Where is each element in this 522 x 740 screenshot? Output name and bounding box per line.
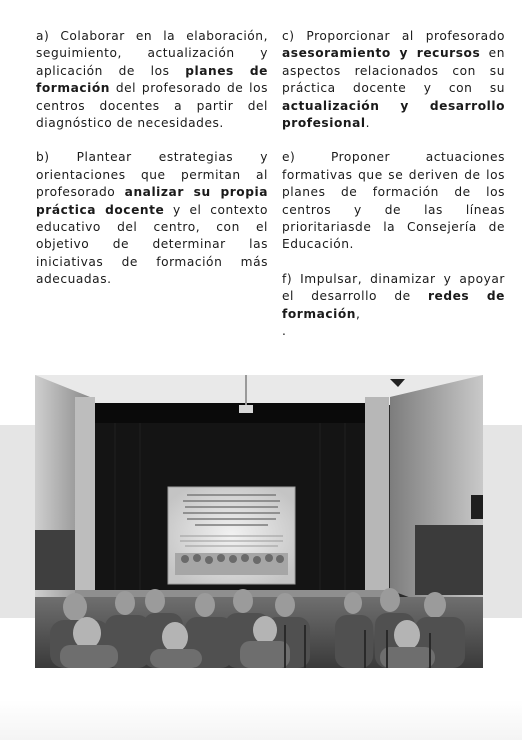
paragraph-b	[36, 149, 268, 288]
paragraph-e-text: e) Proponer actuaciones formativas que se deriven de los planes de formación de los centros y de las líneas prioritariasde la Consejería de Educación.	[282, 150, 505, 252]
paragraph-a-text-2: del profesorado de los centros docentes a partir del diagnóstico de necesidades.	[36, 81, 268, 131]
paragraph-f	[282, 271, 505, 341]
paragraph-a-text: a) Colaborar en la elaboración, seguimiento, actualización y aplicación de los	[36, 29, 268, 78]
auditorium-photo	[35, 375, 483, 668]
paragraph-c-text: c) Proporcionar al profesorado	[282, 29, 505, 43]
paragraph-a-bold: planes de formación	[36, 63, 268, 96]
paragraph-b-text: b) Plantear estrategias y orientaciones que permitan al profesorado	[36, 150, 268, 200]
bottom-fade	[0, 700, 522, 740]
paragraph-c-bold-2: actualización y desarrollo profesional	[282, 98, 505, 131]
paragraph-f-trailing-dot: .	[282, 324, 287, 339]
paragraph-b-bold: analizar su propia práctica docente	[36, 185, 268, 217]
paragraph-e	[282, 149, 505, 253]
right-text-column	[282, 28, 505, 358]
paragraph-c-text-3: .	[365, 116, 371, 131]
paragraph-c-text-2: en aspectos relacionados con su práctica docente y con su	[282, 46, 506, 96]
paragraph-b-text-2: y el contexto educativo del centro, con el objetivo de determinar las iniciativas de formación más adecuadas.	[36, 202, 268, 287]
left-text-column	[36, 28, 268, 306]
auditorium-photo-drawing	[35, 375, 483, 668]
paragraph-a	[36, 28, 268, 132]
paragraph-f-bold: redes de formación	[282, 289, 505, 321]
paragraph-c	[282, 28, 505, 132]
paragraph-f-text: f) Impulsar, dinamizar y apoyar el desarrollo de	[282, 271, 505, 304]
paragraph-f-text-2: ,	[356, 306, 361, 321]
paragraph-c-bold: asesoramiento y recursos	[282, 46, 481, 61]
